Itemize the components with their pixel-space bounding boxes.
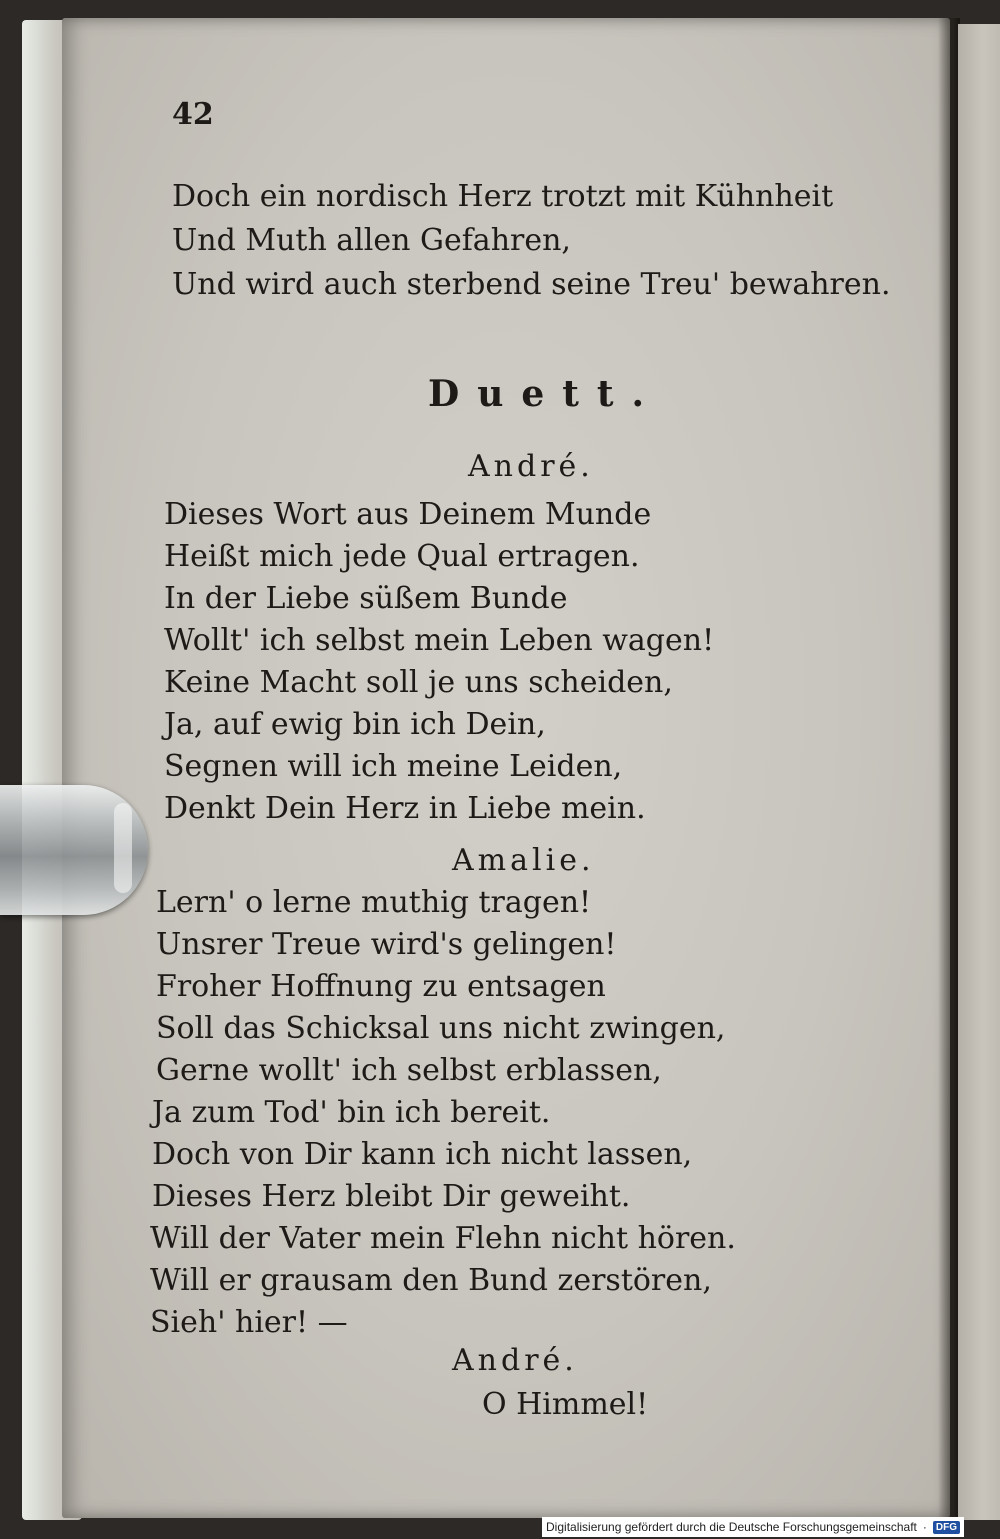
verse-line: Keine Macht soll je uns scheiden, bbox=[164, 665, 673, 700]
verse-line: Heißt mich jede Qual ertragen. bbox=[164, 539, 640, 574]
speaker-name: André. bbox=[468, 449, 594, 484]
verse-line: Will er grausam den Bund zerstören, bbox=[150, 1263, 712, 1298]
verse-line: In der Liebe süßem Bunde bbox=[164, 581, 568, 616]
intro-line: Doch ein nordisch Herz trotzt mit Kühnheit bbox=[172, 179, 834, 214]
verse-line: Wollt' ich selbst mein Leben wagen! bbox=[164, 623, 715, 658]
funding-text: Digitalisierung gefördert durch die Deutsche Forschungsgemeinschaft bbox=[546, 1520, 917, 1534]
speaker-name: Amalie. bbox=[452, 843, 595, 878]
funding-footer bbox=[542, 1517, 964, 1537]
gutter-shadow bbox=[938, 18, 960, 1518]
page-number: 42 bbox=[172, 97, 214, 132]
facing-page-edge bbox=[958, 24, 1000, 1520]
verse-line: Ja zum Tod' bin ich bereit. bbox=[152, 1095, 551, 1130]
verse-line: Unsrer Treue wird's gelingen! bbox=[156, 927, 617, 962]
verse-line: Soll das Schicksal uns nicht zwingen, bbox=[156, 1011, 726, 1046]
verse-line: Segnen will ich meine Leiden, bbox=[164, 749, 623, 784]
verse-line: Dieses Herz bleibt Dir geweiht. bbox=[152, 1179, 631, 1214]
verse-line: Lern' o lerne muthig tragen! bbox=[156, 885, 592, 920]
footer-separator: · bbox=[922, 1520, 927, 1534]
intro-line: Und wird auch sterbend seine Treu' bewahren. bbox=[172, 267, 891, 302]
verse-line: Will der Vater mein Flehn nicht hören. bbox=[150, 1221, 736, 1256]
verse-line: Dieses Wort aus Deinem Munde bbox=[164, 497, 652, 532]
verse-line: Froher Hoffnung zu entsagen bbox=[156, 969, 606, 1004]
verse-line: O Himmel! bbox=[482, 1387, 649, 1422]
section-heading: Duett. bbox=[428, 373, 663, 415]
intro-line: Und Muth allen Gefahren, bbox=[172, 223, 571, 258]
verse-line: Ja, auf ewig bin ich Dein, bbox=[164, 707, 546, 742]
verse-line: Doch von Dir kann ich nicht lassen, bbox=[152, 1137, 693, 1172]
verse-line: Denkt Dein Herz in Liebe mein. bbox=[164, 791, 646, 826]
verse-line: Sieh' hier! — bbox=[150, 1305, 348, 1340]
dfg-logo-icon: DFG bbox=[933, 1521, 960, 1534]
verse-line: Gerne wollt' ich selbst erblassen, bbox=[156, 1053, 662, 1088]
speaker-name: André. bbox=[452, 1343, 578, 1378]
page-clip bbox=[0, 785, 148, 915]
